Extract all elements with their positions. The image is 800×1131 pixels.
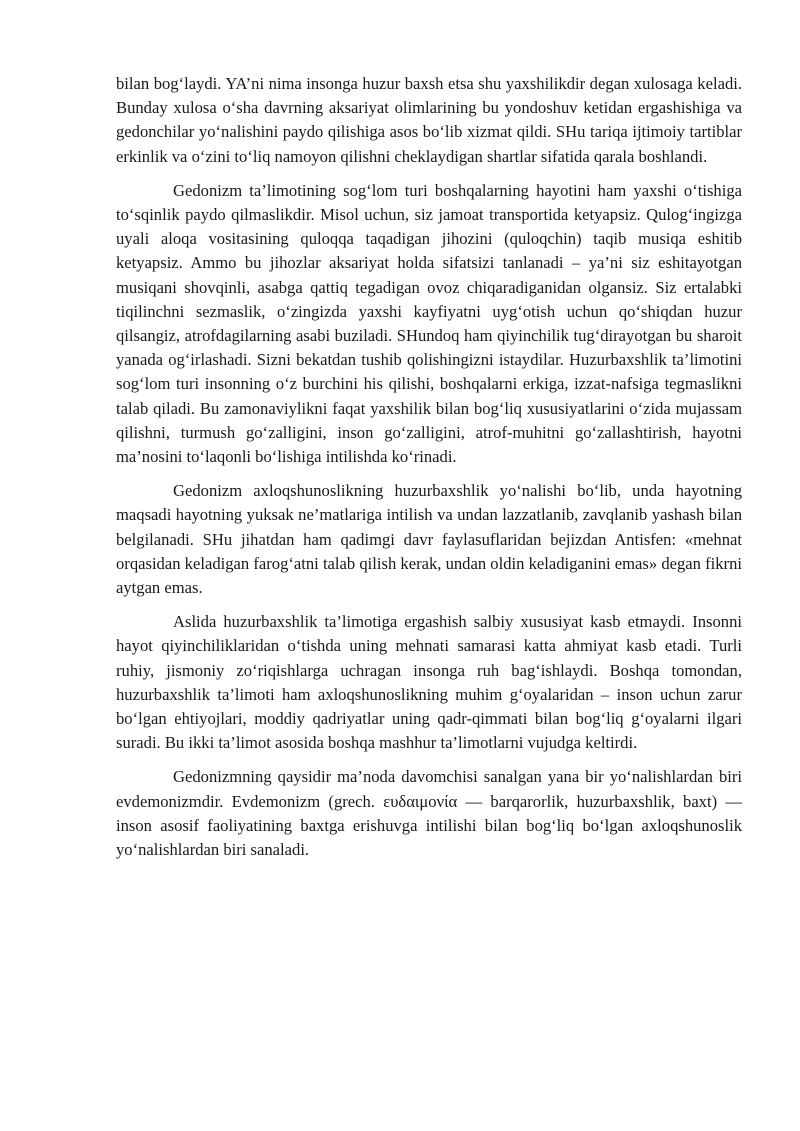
paragraph-hedonism-benefits: Aslida huzurbaxshlik ta’limotiga ergashish salbiy xususiyat kasb etmaydi. Insonni hayot qiyinchiliklaridan o‘tishda uning mehnati samarasi katta ahmiyat kasb etadi. Turli ruhiy, jismoniy zo‘riqishlarga uchragan insonga ruh bag‘ishlaydi. Boshqa tomondan, huzurbaxshlik ta’limoti ham axloqshunoslikning muhim g‘oyalaridan – inson uchun zarur bo‘lgan ehtiyojlari, moddiy qadriyatlar uning qadr-qimmati bilan bog‘liq g‘oyalarni ilgari suradi. Bu ikki ta’limot asosida boshqa mashhur ta’limotlarni vujudga keltirdi.	[116, 612, 742, 753]
paragraph-healthy-hedonism: Gedonizm ta’limotining sog‘lom turi boshqalarning hayotini ham yaxshi o‘tishiga to‘sqinlik paydo qilmaslikdir. Misol uchun, siz jamoat transportida ketyapsiz. Qulog‘ingizga uyali aloqa vositasining quloqqa taqadigan jihozini (quloqchin) taqib musiqa eshitib ketyapsiz. Ammo bu jihozlar aksariyat holda sifatsizi tanlanadi – ya’ni siz eshitayotgan musiqani shovqinli, asabga qattiq tegadigan ovoz chiqaradiganidan olgansiz. Siz ertalabki tiqilinchni sezmaslik, o‘zingizda yaxshi kayfiyatni uyg‘otish uchun qo‘shiqdan huzur qilsangiz, atrofdagilarning asabi buziladi. SHundoq ham qiyinchilik tug‘dirayotgan bu sharoit yanada og‘irlashadi. Sizni bekatdan tushib qolishingizni istaydilar. Huzurbaxshlik ta’limotini sog‘lom turi insonning o‘z burchini his qilishi, boshqalarni erkiga, izzat-nafsiga tegmaslikni talab qiladi. Bu zamonaviylikni faqat yaxshilik bilan bog‘liq xususiyatlarini o‘zida mujassam qilishni, turmush go‘zalligini, inson go‘zalligini, atrof-muhitni go‘zallashtirish, hayotni ma’nosini to‘laqonli bo‘lishiga intilishda ko‘rinadi.	[116, 180, 742, 467]
paragraph-continuation: bilan bog‘laydi. YA’ni nima insonga huzur baxsh etsa shu yaxshilikdir degan xulosaga keladi. Bunday xulosa o‘sha davrning aksariyat olimlarining bu yondoshuv ketidan ergashishiga va gedonchilar yo‘nalishini paydo qilishiga asos bo‘lib xizmat qildi. SHu tariqa ijtimoiy tartiblar erkinlik va o‘zini to‘liq namoyon qilishni cheklaydigan shartlar sifatida qarala boshlandi.	[116, 74, 742, 166]
paragraph-eudaimonism: Gedonizmning qaysidir ma’noda davomchisi sanalgan yana bir yo‘nalishlardan biri evdemonizmdir. Evdemonizm (grech. ευδαιμονία — barqarorlik, huzurbaxshlik, baxt) — inson asosif faoliyatining baxtga erishuvga intilishi bilan bog‘liq bo‘lgan axloqshunoslik yo‘nalishlardan biri sanaladi.	[116, 767, 742, 860]
paragraph-hedonism-definition: Gedonizm axloqshunoslikning huzurbaxshlik yo‘nalishi bo‘lib, unda hayotning maqsadi hayotning yuksak ne’matlariga intilish va undan lazzatlanib, zavqlanib yashash bilan belgilanadi. SHu jihatdan ham qadimgi davr faylasuflaridan bejizdan Antisfen: «mehnat orqasidan keladigan farog‘atni talab qilish kerak, undan oldin keladiganini emas» degan fikrni aytgan emas.	[116, 481, 742, 598]
document-page	[116, 72, 742, 872]
